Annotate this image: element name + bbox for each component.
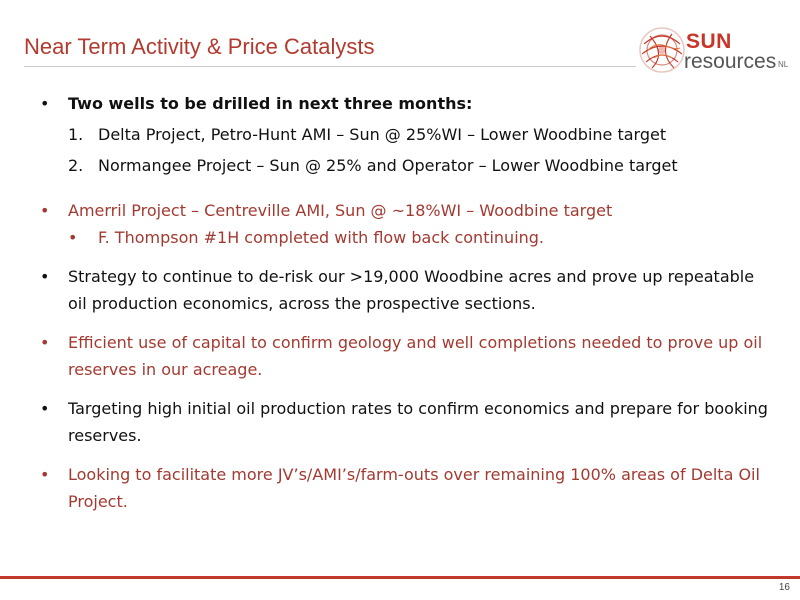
footer-rule (0, 576, 800, 579)
bullet-text: Amerril Project – Centreville AMI, Sun @ ~18%WI – Woodbine target (68, 201, 613, 220)
bullet-item (40, 90, 770, 117)
bullet-text: Targeting high initial oil production rates to confirm economics and prepare for booking reserves. (68, 399, 768, 445)
logo-mark-icon (636, 24, 688, 76)
numbered-item (40, 121, 770, 148)
bullet-item (40, 461, 770, 515)
slide-body (40, 90, 770, 515)
item-number: 2. (68, 156, 84, 175)
sub-bullet-item (40, 224, 770, 251)
bullet-item (40, 263, 770, 317)
bullet-dot: • (40, 201, 50, 220)
numbered-item (40, 152, 770, 179)
item-number: 1. (68, 125, 84, 144)
slide-title: Near Term Activity & Price Catalysts (24, 34, 375, 59)
logo-suffix: NL (778, 60, 789, 69)
logo-brand: SUN (686, 30, 732, 53)
bullet-dot: • (40, 399, 50, 418)
item-text: Delta Project, Petro-Hunt AMI – Sun @ 25%WI – Lower Woodbine target (98, 125, 667, 144)
sun-resources-logo (636, 24, 796, 80)
bullet-text: Looking to facilitate more JV’s/AMI’s/farm-outs over remaining 100% areas of Delta Oil Project. (68, 465, 760, 511)
bullet-item (40, 197, 770, 224)
title-divider (24, 66, 636, 67)
bullet-text: Strategy to continue to de-risk our >19,000 Woodbine acres and prove up repeatable oil production economics, across the prospective sections. (68, 267, 755, 313)
bullet-text: F. Thompson #1H completed with flow back continuing. (98, 228, 545, 247)
bullet-item (40, 395, 770, 449)
bullet-dot: • (68, 228, 78, 247)
bullet-item (40, 329, 770, 383)
bullet-dot: • (40, 333, 50, 352)
item-text: Normangee Project – Sun @ 25% and Operator – Lower Woodbine target (98, 156, 678, 175)
bullet-dot: • (40, 465, 50, 484)
bullet-text: Efficient use of capital to confirm geology and well completions needed to prove up oil reserves in our acreage. (68, 333, 763, 379)
bullet-dot: • (40, 94, 50, 113)
page-number: 16 (778, 582, 790, 593)
bullet-dot: • (40, 267, 50, 286)
logo-sub: resources (684, 50, 777, 73)
bullet-text: Two wells to be drilled in next three months: (68, 94, 473, 113)
